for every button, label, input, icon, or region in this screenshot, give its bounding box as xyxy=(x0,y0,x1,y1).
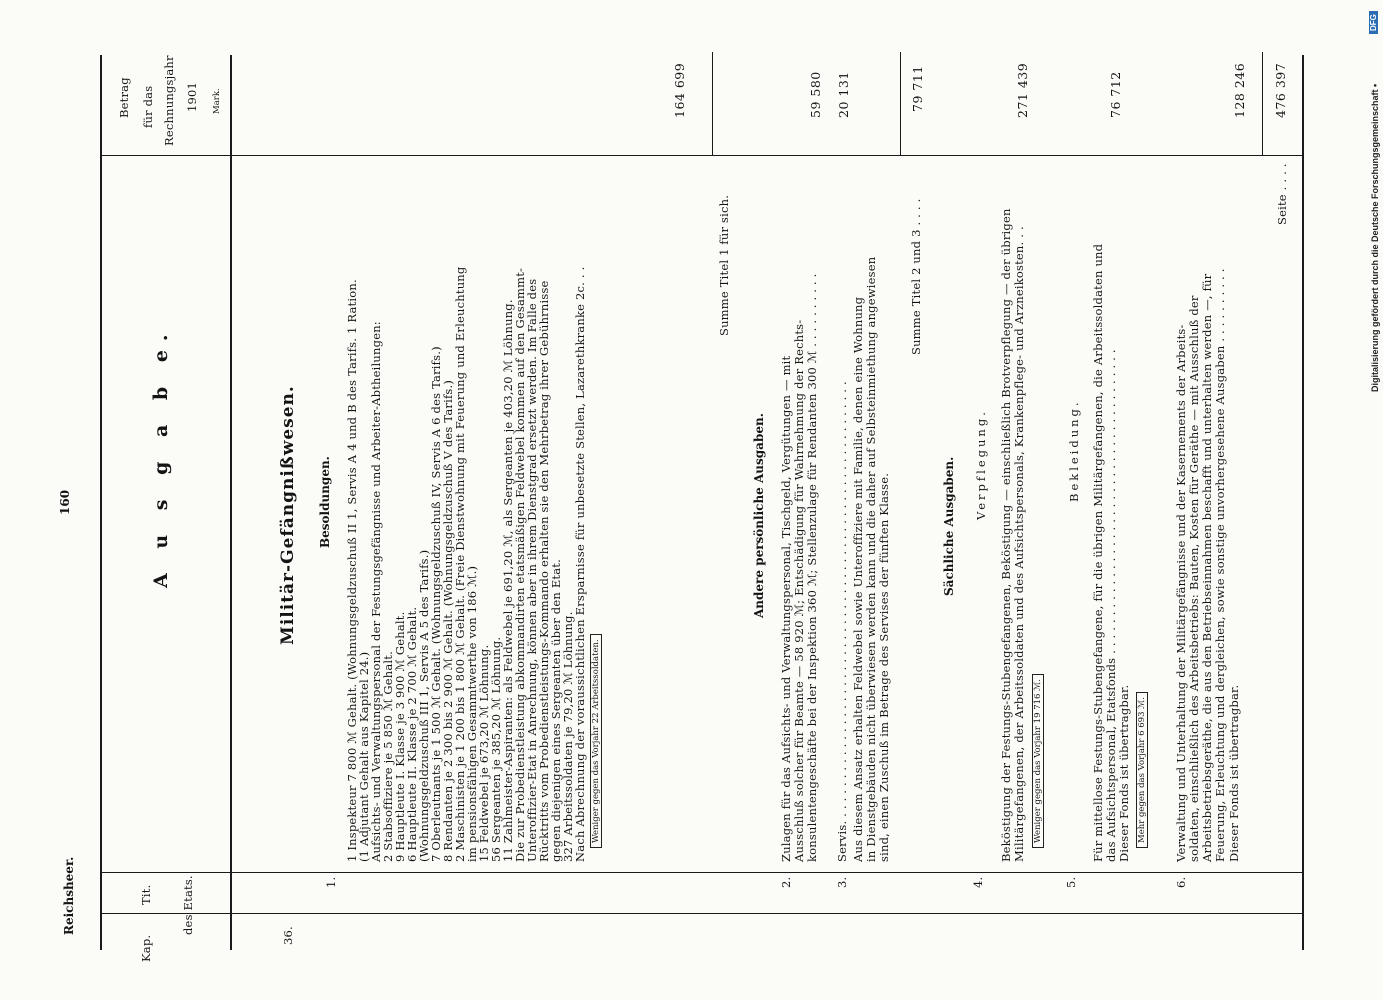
rule-col-kap-body xyxy=(230,913,1302,914)
title3-amount: 20 131 xyxy=(836,71,851,118)
col-header-mark: Mark. xyxy=(212,88,222,114)
title5-line: das Aufsichtspersonal, Etatsfonds . . . . . . . . . . . . . . . . . . . . . . . . . . . . . . . . . . . . . . . . xyxy=(1104,349,1118,862)
title1-line: 1 Inspekteur 7 800 ℳ Gehalt. (Wohnungsgeldzuschuß II 1, Servis A 4 und B des Tarifs. 1 Ration. xyxy=(345,279,359,862)
rule-col-tit xyxy=(100,913,230,914)
subheading-besoldungen: Besoldungen. xyxy=(318,456,332,548)
title1-line: 2 Stabsoffiziere je 5 850 ℳ Gehalt. xyxy=(381,651,395,862)
title2-line: konsulentengeschäfte bei der Inspektion 360 ℳ; Stellenzulage für Rendanten 300 ℳ . . . . . . . . . . xyxy=(805,273,819,862)
title1-line: Nach Abrechnung der voraussichtlichen Ersparnisse für unbesetzte Stellen, Lazarethkranke 2c. . . xyxy=(573,266,587,862)
title6-line: Dieser Fonds ist übertragbar. xyxy=(1227,684,1241,862)
title4-number: 4. xyxy=(971,876,985,888)
title6-line: soldaten, einschließlich des Arbeitsbetriebs: Bauten, Kosten für Geräthe — mit Ausschluß der xyxy=(1187,295,1201,862)
col-header-betrag: Betrag xyxy=(117,77,131,118)
title1-number: 1. xyxy=(324,876,338,888)
chapter-title: Militär-Gefängnißwesen. xyxy=(278,385,298,645)
rule-col-tit-body xyxy=(230,872,1302,873)
rule-sum1-top xyxy=(712,52,713,156)
title1-line: 56 Sergeanten je 385,20 ℳ Löhnung. xyxy=(489,636,503,862)
seite-amount: 476 397 xyxy=(1273,62,1288,118)
rule-seite-top xyxy=(1262,52,1263,156)
title5-line: Dieser Fonds ist übertragbar. xyxy=(1117,684,1131,862)
title3-line: in Dienstgebäuden nicht überwiesen werden kann und die daher auf Selbsteinmiethung angewiesen xyxy=(864,256,878,862)
title1-line: im pensionsfähigen Gesammtwerthe von 186 ℳ.) xyxy=(465,565,479,862)
title1-sum-label: Summe Titel 1 für sich. xyxy=(717,194,731,336)
title6-amount: 128 246 xyxy=(1232,62,1247,118)
title1-line: Die zur Probedienstleistung abkommandirten etatsmäßigen Feldwebel kommen auf den Gesammt- xyxy=(513,267,527,862)
title3-line: sind, einen Zuschuß im Betrage des Servises der fünften Klasse. xyxy=(877,472,891,862)
title2-amount: 59 580 xyxy=(808,71,823,118)
rule-col-amount xyxy=(100,155,1302,156)
title1-line: 327 Arbeitssoldaten je 79,20 ℳ Löhnung. xyxy=(561,611,575,862)
title1-line: 6 Hauptleute II. Klasse je 2 700 ℳ Gehalt. xyxy=(405,606,419,862)
col-header-year: 1901 xyxy=(185,81,199,112)
col-header-kap: Kap. xyxy=(139,934,153,962)
title1-note: Weniger gegen das Vorjahr 22 Arbeitssoldaten. xyxy=(590,634,602,848)
title1-line: 2 Maschinisten je 1 200 bis 1 800 ℳ Gehalt. (Freie Dienstwohnung mit Feuerung und Erleuchtung xyxy=(453,266,467,862)
title3-line: Servis. . . . . . . . . . . . . . . . . . . . . . . . . . . . . . . . . . . . . . . . . . . . . . . . . . . . . . . . . . xyxy=(835,381,849,862)
col-header-rechnungsjahr: Rechnungsjahr xyxy=(162,55,176,146)
title1-line: 7 Oberleutnants je 1 500 ℳ Gehalt. (Wohnungsgeldzuschuß IV, Servis A 6 des Tarifs.) xyxy=(429,346,443,862)
title6-line: Verwaltung und Unterhaltung der Militärgefängnisse und der Kasernements der Arbeits- xyxy=(1174,324,1188,862)
page-number: 160 xyxy=(58,489,72,515)
title1-line: Unteroffizier-Etat in Anrechnung, können aber in ihrem Dienstgrad ersetzt werden. Im Falle des xyxy=(525,278,539,862)
title1-line: 8 Rendanten je 2 300 bis 2 900 ℳ Gehalt. (Wohnungsgeldzuschuß V des Tarifs.) xyxy=(441,379,455,862)
title1-amount: 164 699 xyxy=(672,62,687,118)
chapter-number: 36. xyxy=(281,926,295,945)
rule-footer xyxy=(1302,55,1304,950)
title3-number: 3. xyxy=(835,876,849,888)
title4-line: Militärgefangenen, der Arbeitssoldaten und des Aufsichtspersonals, Krankenpflege- und Arzneikosten. . . xyxy=(1012,226,1026,862)
subheading-andere: Andere persönliche Ausgaben. xyxy=(752,413,766,618)
subheading-saechliche: Sächliche Ausgaben. xyxy=(942,456,956,596)
rule-top-left xyxy=(100,55,102,950)
digitization-credit: Digitalisierung gefördert durch die Deutsche Forschungsgemeinschaft • xyxy=(1370,83,1380,392)
title6-line: Arbeitsbetriebsgeräthe, die aus den Betriebseinnahmen beschafft und unterhalten werden —, für xyxy=(1200,273,1214,862)
title3-sum-label: Summe Titel 2 und 3 . . . . xyxy=(909,198,923,355)
title5-line: Für mittellose Festungs-Stubengefangene, für die übrigen Militärgefangenen, die Arbeitssoldaten und xyxy=(1091,243,1105,862)
subheading-bekleidung: Bekleidung. xyxy=(1067,399,1081,502)
title1-line: 15 Feldwebel je 673,20 ℳ Löhnung. xyxy=(477,644,491,862)
rule-header-bottom xyxy=(230,55,232,950)
title2-line: Ausschluß solcher für Beamte — 58 920 ℳ; Entschädigung für Wahrnehmung der Rechts- xyxy=(792,319,806,862)
subheading-verpflegung: Verpflegung. xyxy=(974,409,988,520)
title1-line: (1 Adjutant Gehalt aus Kapitel 24.) xyxy=(357,651,371,862)
title6-line: Feuerung, Erleuchtung und dergleichen, sowie sonstige unvorhergesehene Ausgaben . . . . . . . . . . xyxy=(1213,268,1227,862)
title3-sum-amount: 79 711 xyxy=(910,65,925,112)
dfg-logo: DFG xyxy=(1369,11,1378,34)
title1-line: Aufsichts- und Verwaltungspersonal der Festungsgefängnisse und Arbeiter-Abtheilungen: xyxy=(369,321,383,862)
title5-amount: 76 712 xyxy=(1108,71,1123,118)
header-left: Reichsheer. xyxy=(62,856,76,935)
title1-line: 11 Zahlmeister-Aspiranten: als Feldwebel je 691,20 ℳ, als Sergeanten je 403,20 ℳ Löhnung. xyxy=(501,299,515,862)
col-header-fuer-das: für das xyxy=(141,85,155,128)
title5-number: 5. xyxy=(1064,876,1078,888)
title5-note: Mehr gegen das Vorjahr 6 693 ℳ. xyxy=(1136,692,1148,848)
col-header-tit: Tit. xyxy=(139,884,153,905)
title4-note: Weniger gegen das Vorjahr 19 716 ℳ. xyxy=(1032,674,1044,848)
col-header-des-etats: des Etats. xyxy=(181,875,195,935)
title4-amount: 271 439 xyxy=(1015,62,1030,118)
title4-line: Beköstigung der Festungs-Stubengefangenen, Beköstigung — einschließlich Brotverpflegung — der übrigen xyxy=(999,208,1013,862)
title1-line: (Wohnungsgeldzuschuß III 1, Servis A 5 des Tarifs.) xyxy=(417,549,431,862)
section-title: A u s g a b e. xyxy=(150,325,172,588)
title3-line: Aus diesem Ansatz erhalten Feldwebel sowie Unteroffiziere mit Familie, denen eine Wohnung xyxy=(851,296,865,862)
rule-col-kap xyxy=(100,872,230,873)
title2-number: 2. xyxy=(779,876,793,888)
seite-label: Seite . . . . xyxy=(1275,163,1289,225)
title1-line: gegen diejenigen eines Sergeanten über den Etat. xyxy=(549,559,563,862)
rule-sum23-top xyxy=(900,52,901,156)
title6-number: 6. xyxy=(1174,876,1188,888)
title1-line: 9 Hauptleute I. Klasse je 3 900 ℳ Gehalt. xyxy=(393,611,407,862)
title1-line: Rücktritts vom Probedienstleistungs-Kommando erhalten sie den Mehrbetrag ihrer Gebührnisse xyxy=(537,280,551,862)
title2-line: Zulagen für das Aufsichts- und Verwaltungspersonal, Tischgeld, Vergütungen — mit xyxy=(779,355,793,862)
